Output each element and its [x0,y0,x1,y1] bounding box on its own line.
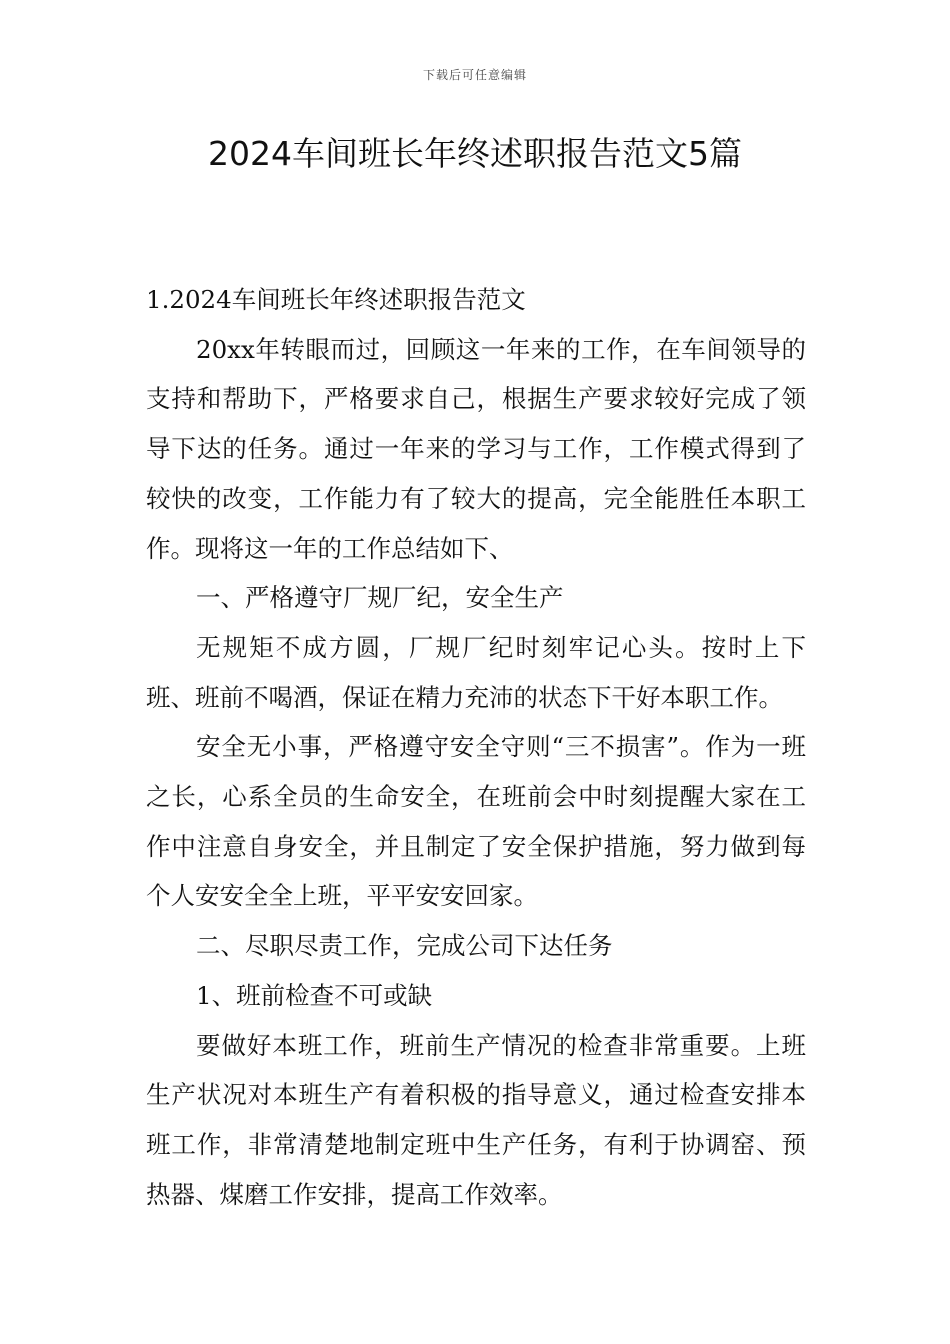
paragraph-intro: 20xx年转眼而过，回顾这一年来的工作，在车间领导的支持和帮助下，严格要求自己，根据生产要求较好完成了领导下达的任务。通过一年来的学习与工作，工作模式得到了较快的改变，工作能力有了较大的提高，完全能胜任本职工作。现将这一年的工作总结如下、 [146,334,806,563]
heading-duty: 二、尽职尽责工作，完成公司下达任务 [196,931,613,961]
section-heading: 1.2024车间班长年终述职报告范文 [146,285,526,314]
paragraph-rules: 无规矩不成方圆，厂规厂纪时刻牢记心头。按时上下班、班前不喝酒，保证在精力充沛的状态下干好本职工作。 [146,632,806,712]
document-title: 2024车间班长年终述职报告范文5篇 [208,134,742,173]
document-body [146,275,806,1219]
paragraph-safety: 安全无小事，严格遵守安全守则“三不损害”。作为一班之长，心系全员的生命安全，在班前会中时刻提醒大家在工作中注意自身安全，并且制定了安全保护措施，努力做到每个人安安全全上班，平平安安回家。 [146,732,806,911]
header-note: 下载后可任意编辑 [422,68,527,82]
paragraph-inspection: 要做好本班工作，班前生产情况的检查非常重要。上班生产状况对本班生产有着积极的指导意义，通过检查安排本班工作，非常清楚地制定班中生产任务，有利于协调窑、预热器、煤磨工作安排，提高工作效率。 [146,1030,806,1209]
subheading-inspection: 1、班前检查不可或缺 [196,980,433,1010]
heading-discipline: 一、严格遵守厂规厂纪，安全生产 [196,583,564,613]
